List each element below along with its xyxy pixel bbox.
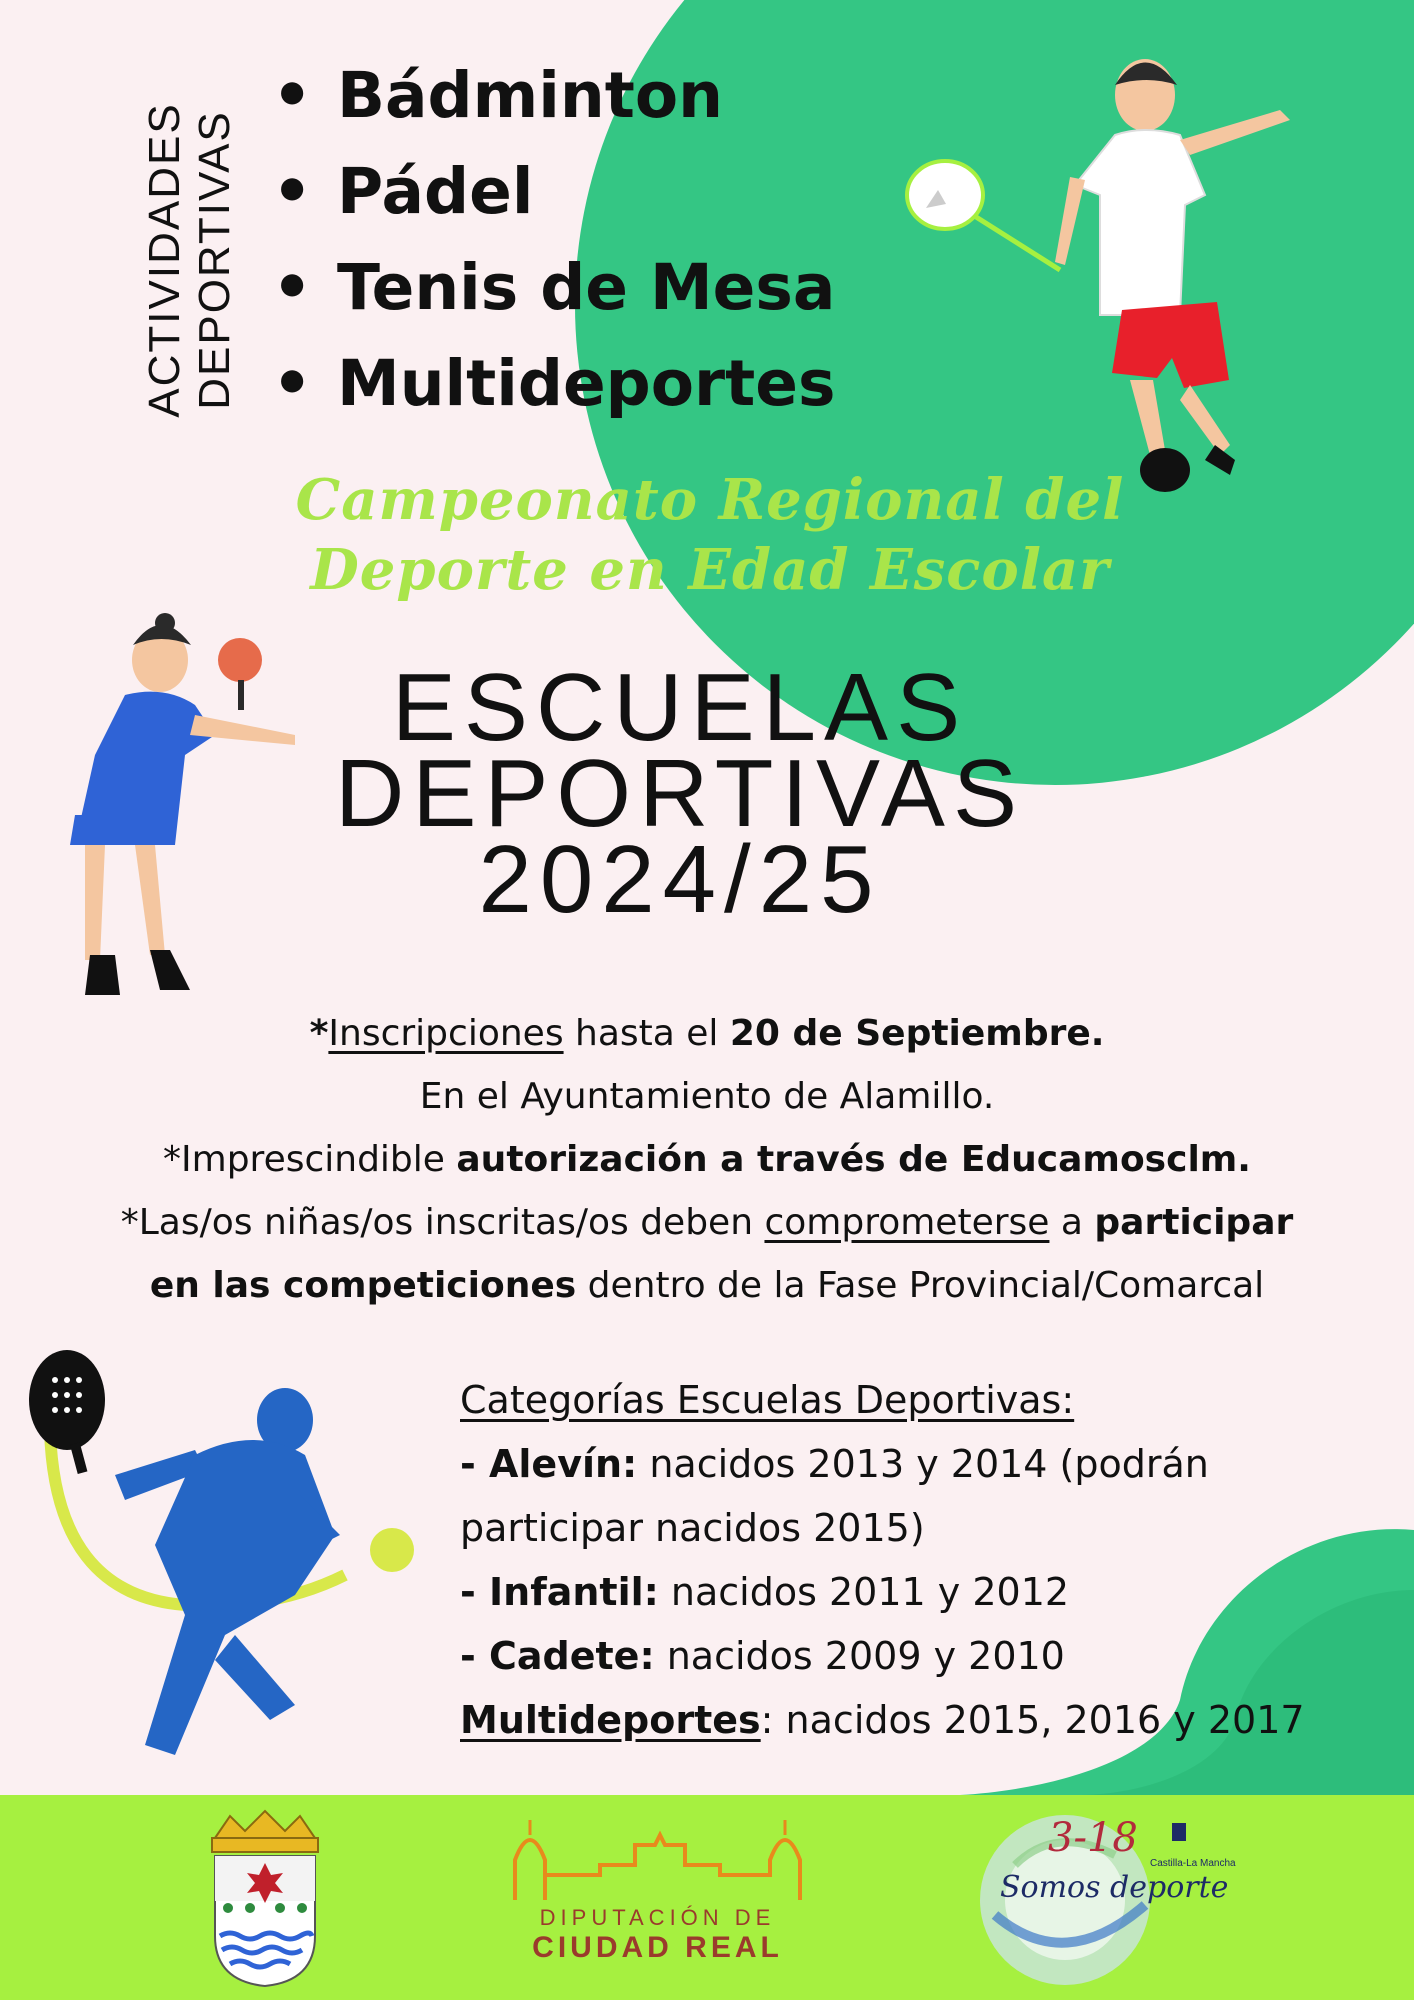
list-item bbox=[272, 144, 835, 240]
registration-deadline: 20 de Septiembre. bbox=[729, 1013, 1105, 1054]
commitment-participate: participar bbox=[1094, 1202, 1294, 1243]
authorization-detail: autorización a través de Educamosclm. bbox=[456, 1139, 1251, 1180]
category-alevin-cont: participar nacidos 2015) bbox=[460, 1506, 925, 1550]
commitment-keyword: comprometerse bbox=[764, 1202, 1050, 1243]
commitment-text: *Las/os niñas/os inscritas/os deben bbox=[120, 1202, 765, 1243]
championship-line1: Campeonato Regional del bbox=[295, 467, 1125, 533]
vertical-heading bbox=[140, 25, 240, 495]
authorization-text: *Imprescindible bbox=[163, 1139, 457, 1180]
info-commitment bbox=[0, 1191, 1414, 1254]
tennis-ball-icon bbox=[370, 1528, 414, 1572]
registration-text: hasta el bbox=[563, 1013, 730, 1054]
diputacion-line2: CIUDAD REAL bbox=[532, 1931, 783, 1964]
activity-table-tennis: Tenis de Mesa bbox=[337, 251, 836, 324]
region-label: Castilla-La Mancha bbox=[1150, 1858, 1236, 1869]
activity-padel: Pádel bbox=[337, 155, 534, 228]
activity-multisport: Multideportes bbox=[337, 347, 836, 420]
multi-label: Multideportes bbox=[460, 1698, 761, 1742]
championship-line2: Deporte en Edad Escolar bbox=[310, 537, 1110, 603]
vertical-heading-line1: ACTIVIDADES bbox=[140, 102, 189, 418]
categories-heading bbox=[460, 1368, 1380, 1432]
vertical-heading-line2: DEPORTIVAS bbox=[190, 110, 239, 410]
info-authorization bbox=[0, 1128, 1414, 1191]
coat-of-arms-icon bbox=[200, 1808, 330, 1988]
category-multideportes bbox=[460, 1688, 1380, 1752]
category-alevin bbox=[460, 1432, 1380, 1496]
multi-text: : nacidos 2015, 2016 y 2017 bbox=[760, 1698, 1305, 1742]
bullet-icon: • bbox=[272, 347, 313, 420]
bullet-icon: • bbox=[272, 59, 313, 132]
title-line3: 2024/25 bbox=[478, 826, 882, 933]
page-title bbox=[180, 654, 1180, 933]
infantil-label: - Infantil: bbox=[460, 1570, 659, 1614]
commitment-connector: a bbox=[1049, 1202, 1095, 1243]
list-item bbox=[272, 240, 835, 336]
diputacion-logo-icon bbox=[505, 1805, 810, 1905]
asterisk: * bbox=[309, 1013, 329, 1054]
category-infantil bbox=[460, 1560, 1380, 1624]
bullet-icon: • bbox=[272, 155, 313, 228]
competitions-bold: en las competiciones bbox=[149, 1265, 577, 1306]
bullet-icon: • bbox=[272, 251, 313, 324]
activity-badminton: Bádminton bbox=[337, 59, 723, 132]
info-block bbox=[0, 1002, 1414, 1317]
info-location: En el Ayuntamiento de Alamillo. bbox=[419, 1076, 995, 1117]
categories-block bbox=[460, 1368, 1380, 1752]
competitions-text: dentro de la Fase Provincial/Comarcal bbox=[576, 1265, 1265, 1306]
padel-player-icon bbox=[15, 1335, 445, 1775]
title-line1: ESCUELAS bbox=[391, 654, 969, 761]
list-item bbox=[272, 48, 835, 144]
categories-heading-text: Categorías Escuelas Deportivas: bbox=[460, 1378, 1075, 1422]
registration-label: Inscripciones bbox=[328, 1013, 564, 1054]
diputacion-logo-text bbox=[475, 1905, 840, 1965]
program-name: Somos deporte bbox=[1000, 1870, 1229, 1905]
alevin-label: - Alevín: bbox=[460, 1442, 638, 1486]
info-registration bbox=[0, 1002, 1414, 1065]
category-cadete bbox=[460, 1624, 1380, 1688]
program-number: 3-18 bbox=[1048, 1815, 1138, 1861]
alevin-text: nacidos 2013 y 2014 (podrán bbox=[637, 1442, 1209, 1486]
activities-list bbox=[272, 48, 835, 432]
cadete-label: - Cadete: bbox=[460, 1634, 655, 1678]
cadete-text: nacidos 2009 y 2010 bbox=[654, 1634, 1065, 1678]
infantil-text: nacidos 2011 y 2012 bbox=[658, 1570, 1070, 1614]
diputacion-line1: DIPUTACIÓN DE bbox=[539, 1905, 776, 1930]
list-item bbox=[272, 336, 835, 432]
title-line2: DEPORTIVAS bbox=[335, 740, 1025, 847]
info-competitions bbox=[0, 1254, 1414, 1317]
championship-subtitle bbox=[250, 465, 1170, 605]
